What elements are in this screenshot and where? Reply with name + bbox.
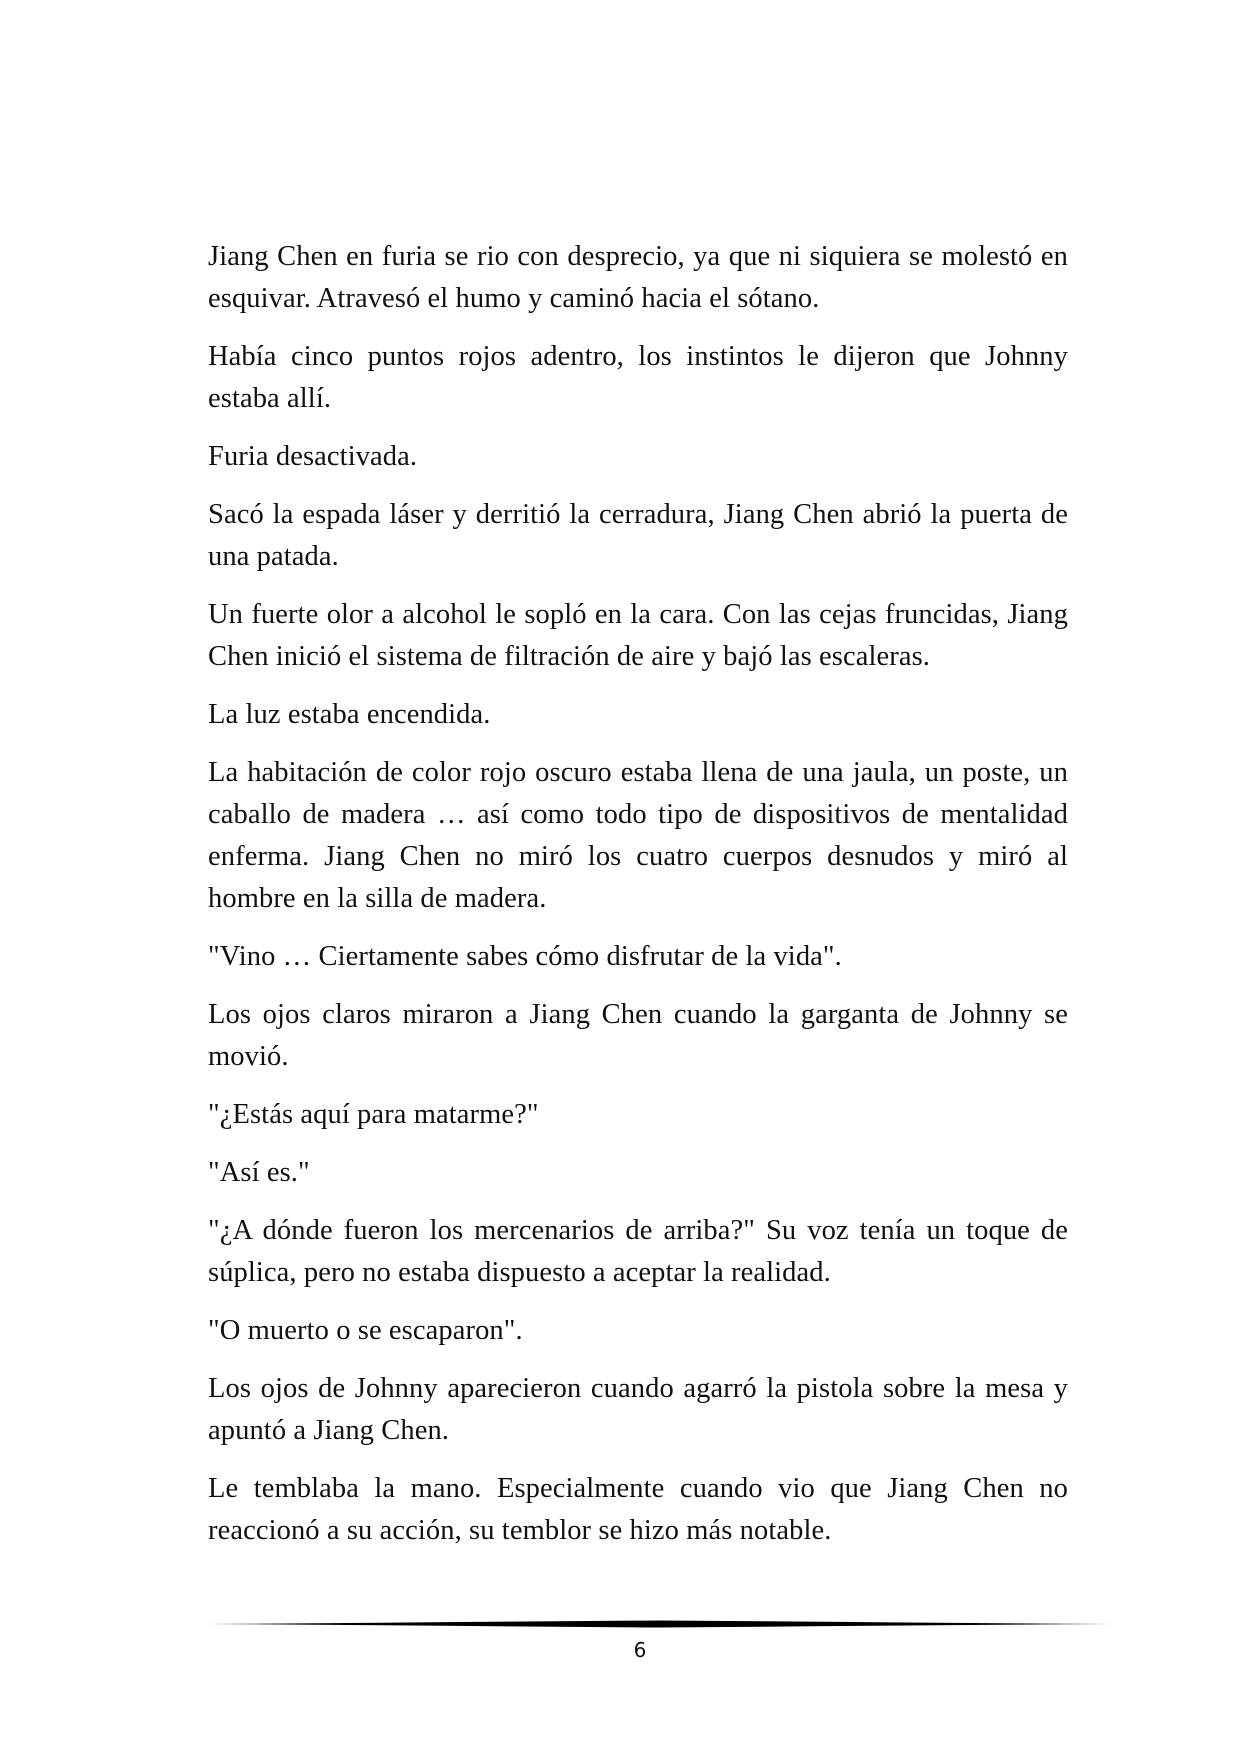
paragraph: Un fuerte olor a alcohol le sopló en la cara. Con las cejas fruncidas, Jiang Chen inició el sistema de filtración de aire y bajó las escaleras. [208, 599, 1068, 672]
paragraph: Furia desactivada. [208, 441, 418, 472]
paragraph: "¿Estás aquí para matarme?" [208, 1099, 539, 1130]
paragraph: La luz estaba encendida. [208, 699, 491, 730]
body-text [208, 236, 1068, 1568]
paragraph: "O muerto o se escaparon". [208, 1315, 523, 1346]
paragraph: Había cinco puntos rojos adentro, los instintos le dijeron que Johnny estaba allí. [208, 341, 1068, 414]
paragraph: Los ojos claros miraron a Jiang Chen cuando la garganta de Johnny se movió. [208, 999, 1068, 1072]
paragraph: Jiang Chen en furia se rio con desprecio, ya que ni siquiera se molestó en esquivar. Atravesó el humo y caminó hacia el sótano. [208, 241, 1068, 314]
paragraph: "Vino … Ciertamente sabes cómo disfrutar de la vida". [208, 941, 842, 972]
footer-divider [208, 1618, 1112, 1630]
paragraph: Le temblaba la mano. Especialmente cuando vio que Jiang Chen no reaccionó a su acción, su temblor se hizo más notable. [208, 1473, 1068, 1546]
paragraph: La habitación de color rojo oscuro estaba llena de una jaula, un poste, un caballo de madera … así como todo tipo de dispositivos de mentalidad enferma. Jiang Chen no miró los cuatro cuerpos desnudos y miró al hombre en la silla de madera. [208, 757, 1068, 914]
paragraph: "Así es." [208, 1157, 310, 1188]
paragraph: "¿A dónde fueron los mercenarios de arriba?" Su voz tenía un toque de súplica, pero no estaba dispuesto a aceptar la realidad. [208, 1215, 1068, 1288]
paragraph: Sacó la espada láser y derritió la cerradura, Jiang Chen abrió la puerta de una patada. [208, 499, 1068, 572]
paragraph: Los ojos de Johnny aparecieron cuando agarró la pistola sobre la mesa y apuntó a Jiang Chen. [208, 1373, 1068, 1446]
page-number: 6 [633, 1638, 647, 1662]
